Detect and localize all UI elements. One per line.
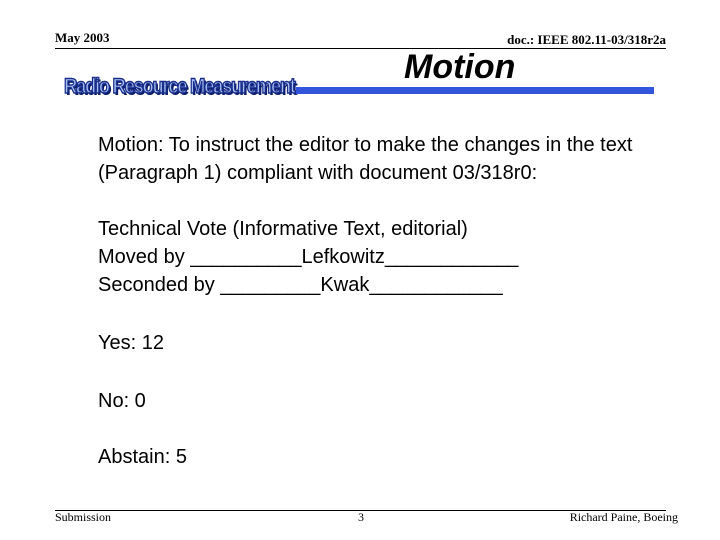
title-underline-bar [296,87,654,94]
footer-submission: Submission [55,510,112,524]
slide-body [98,131,658,471]
spacer [98,187,658,215]
vote-no: No: 0 [98,390,146,412]
spacer [98,415,658,443]
vote-yes: Yes: 12 [98,332,164,354]
header-rule [55,48,666,49]
spacer [98,299,658,329]
spacer [98,357,658,387]
radio-resource-measurement-logo: Radio Resource Measurement [64,75,295,98]
vote-type: Technical Vote (Informative Text, editorial) [98,218,468,240]
vote-abstain: Abstain: 5 [98,446,187,468]
header-doc-id: doc.: IEEE 802.11-03/318r2a [507,32,666,47]
seconded-by: Seconded by _________Kwak____________ [98,274,503,296]
motion-text: Motion: To instruct the editor to make the changes in the text (Paragraph 1) compliant with document 03/318r0: [98,134,633,184]
header-date: May 2003 [55,30,110,45]
footer-page-number: 3 [358,510,364,524]
footer-author: Richard Paine, Boeing [569,510,678,524]
slide-title: Motion [404,48,516,86]
moved-by: Moved by __________Lefkowitz____________ [98,246,519,268]
